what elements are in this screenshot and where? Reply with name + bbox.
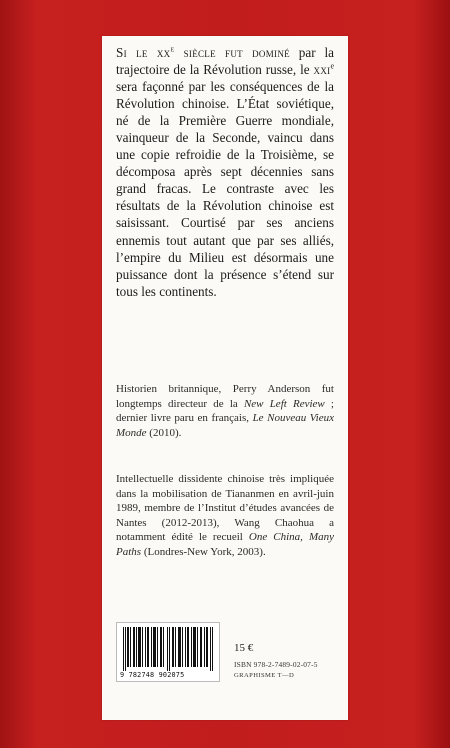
lead-century-xx: xx <box>156 45 171 60</box>
lead-rest: siècle fut dominé <box>174 45 290 60</box>
barcode <box>116 622 220 682</box>
bio-text: Historien britannique, Perry Anderson fut longtemps directeur de la <box>116 383 334 410</box>
author-bio-anderson <box>116 382 334 440</box>
blurb-lead <box>116 45 290 60</box>
isbn-label: ISBN 978-2-7489-02-07-5 <box>234 660 318 669</box>
blurb-part2: sera façonné par les conséquences de la Révolution chinoise. L’État soviétique, né de la Première Guerre mondiale, vainqueur de la Seconde, vaincu dans une copie refroidie de la Troisième, se décomposa après sept décennies sans grand fracas. Le contraste avec les résultats de la Révolution chinoise est saisissant. Courtisé par ses anciens ennemis tout autant que par ses alliés, l’empire du Milieu est désormais une puissance dont la présence s’étend sur tous les continents. <box>116 79 334 299</box>
barcode-number: 9 782748 902075 <box>120 671 185 679</box>
blurb-paragraph <box>116 44 334 300</box>
bio-text: (Londres-New York, 2003). <box>141 545 266 558</box>
bio-text: ; dernier livre paru en français, <box>116 397 334 425</box>
bio-text: Intellectuelle dissidente chinoise très impliquée dans la mobilisation de Tiananmen en avril-juin 1989, membre de l’Institut d’études avancées de Nantes (2012-2013), Wang Chaohua a notamment édité le recueil <box>116 473 334 544</box>
bio-text: (2010). <box>146 426 182 439</box>
price-label: 15 € <box>234 642 254 654</box>
superscript-e: e <box>170 44 175 54</box>
book-title: One China, Many Paths <box>116 531 335 558</box>
lead-si: Si le <box>116 45 157 60</box>
book-title: Le Nouveau Vieux Monde <box>116 412 334 439</box>
text-panel <box>102 36 348 720</box>
barcode-bars-icon <box>123 627 215 671</box>
journal-title: New Left Review <box>243 397 325 410</box>
design-credit: GRAPHISME T—D <box>234 672 295 679</box>
superscript-e: e <box>330 61 334 71</box>
century-xxi: xxi <box>313 62 331 78</box>
author-bio-wang <box>116 472 334 560</box>
blurb-part1: par la trajectoire de la Révolution russe, le <box>116 45 334 78</box>
